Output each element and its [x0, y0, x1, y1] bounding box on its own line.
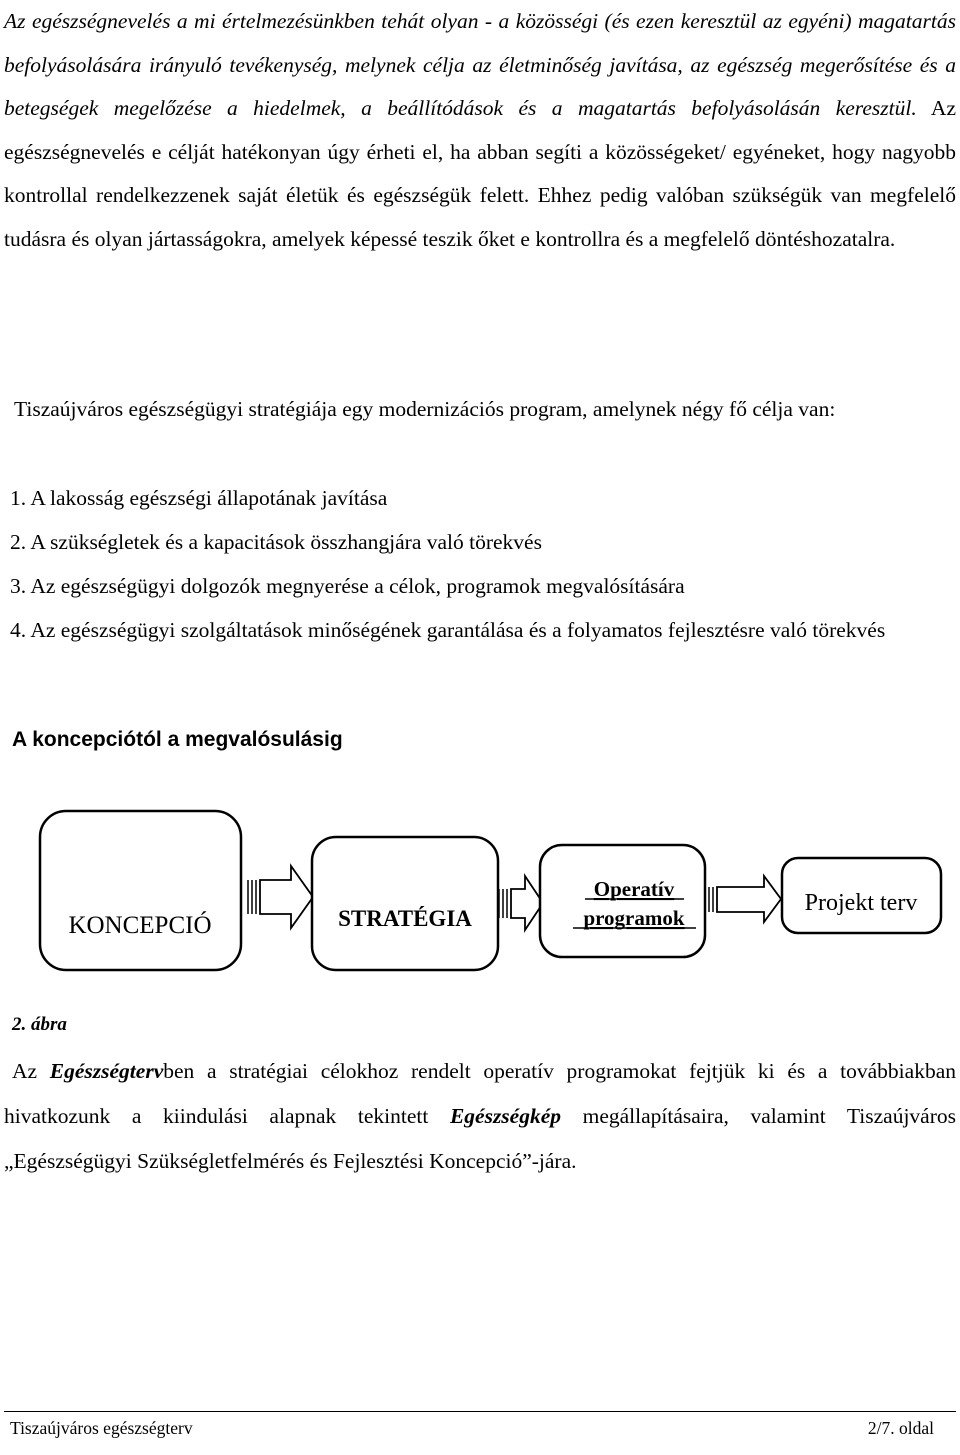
paragraph-text: megállapításaira, valamint Tiszaújváros „Egészségügyi Szükségletfelmérés és Fejlesztési Koncepció”-jára. — [4, 1104, 956, 1173]
figure-caption: 2. ábra — [12, 1014, 67, 1035]
arrow-right-icon — [705, 876, 781, 922]
paragraph-rest: Az egészségnevelés e célját hatékonyan úgy érheti el, ha abban segíti a közösségeket/ egyéneket, hogy nagyobb kontrollal rendelkezzenek saját életük és egészségük felett. Ehhez pedig valóban szükségük van megfelelő tudásra és olyan jártasságokra, amelyek képessé teszik őket e kontrollra és a megfelelő döntéshozatalra. — [4, 96, 956, 251]
box-strategia-label: STRATÉGIA — [338, 906, 472, 931]
section-title: A koncepciótól a megvalósulásig — [12, 728, 343, 751]
paragraph-strategy: Tiszaújváros egészségügyi stratégiája egy modernizációs program, amelynek négy fő célja van: — [14, 397, 836, 421]
list-item: 2. A szükségletek és a kapacitások összhangjára való törekvés — [10, 530, 542, 554]
box-projekt-label: Projekt terv — [804, 890, 918, 916]
paragraph-text: Az — [12, 1059, 50, 1083]
footer-title: Tiszaújváros egészségterv — [10, 1418, 193, 1438]
list-item: 4. Az egészségügyi szolgáltatások minőségének garantálása és a folyamatos fejlesztésre való törekvés — [10, 618, 886, 642]
paragraph-egeszsegterv — [4, 1049, 956, 1184]
box-koncepcio — [40, 811, 241, 970]
list-item: 1. A lakosság egészségi állapotának javítása — [10, 486, 388, 510]
paragraph-health-education — [4, 0, 956, 261]
emphasis-egeszsegkep: Egészségkép — [449, 1104, 562, 1128]
list-item: 3. Az egészségügyi dolgozók megnyerése a célok, programok megvalósítására — [10, 574, 685, 598]
box-strategia — [312, 837, 498, 970]
footer-divider — [4, 1411, 956, 1412]
paragraph-intro-italic: Az egészségnevelés a mi értelmezésünkben tehát olyan - a közösségi (és ezen keresztül az egyéni) magatartás befolyásolására irányuló tevékenység, melynek célja az életminőség javítása, az egészség megerősítése és a betegségek megelőzése a hiedelmek, a beállítódások és a magatartás befolyásolásán keresztül. — [4, 9, 956, 120]
goals-list — [10, 476, 956, 652]
arrow-right-icon — [248, 866, 313, 928]
box-koncepcio-label: KONCEPCIÓ — [68, 912, 212, 939]
emphasis-egeszsegterv: Egészségterv — [49, 1059, 164, 1083]
arrow-right-icon — [499, 876, 543, 930]
box-operativ-programok — [540, 845, 705, 957]
concept-flow-diagram — [0, 800, 960, 980]
box-operativ-label-line2: programok — [583, 906, 685, 930]
paragraph-text: ben a stratégiai célokhoz rendelt operatív programokat fejtjük ki és a továbbiakban hivatkozunk a kiindulási alapnak tekintett — [4, 1059, 956, 1128]
page-number: 2/7. oldal — [867, 1418, 934, 1438]
box-operativ-label-line1: Operatív — [593, 877, 675, 901]
